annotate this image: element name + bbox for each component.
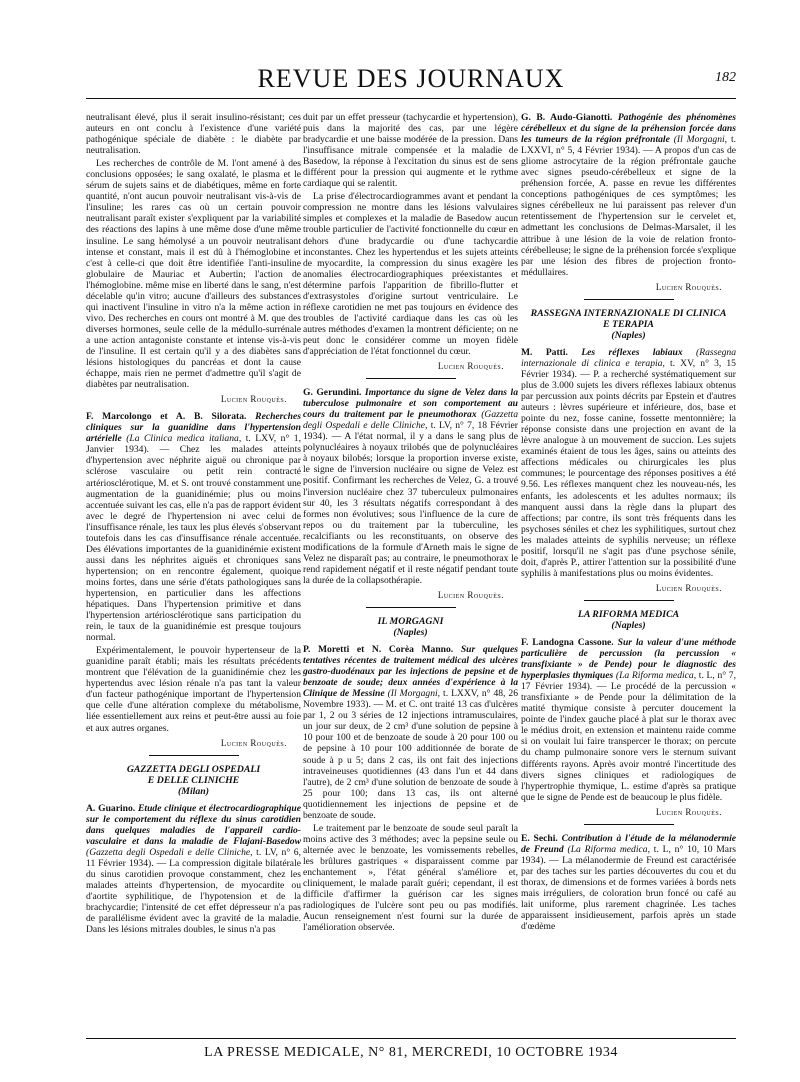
journal-city: (Naples)	[611, 619, 646, 631]
article-source: (La Clinica medica italiana,	[126, 433, 242, 445]
article-entry	[521, 833, 736, 932]
journal-heading: LA RIFORMA MEDICA	[577, 608, 680, 620]
page-title: REVUE DES JOURNAUX	[257, 64, 565, 93]
article-author: G. Gerundini.	[303, 387, 362, 399]
signature: Lucien Rouquès.	[655, 582, 722, 593]
article-title: Importance du signe de Velez dans la tuberculose pulmonaire et son comportement au cours du traitement par le pneumothorax	[303, 387, 518, 421]
signature: Lucien Rouquès.	[437, 361, 504, 372]
paragraph: Les recherches de contrôle de M. l'ont amené à des conclusions opposées; le sang oxalaté, le plasma et le sérum de sujets sains et de diabétiques, même en forte quantité, n'ont aucun pouvoir neutralisant vis-à-vis de l'insuline; les rares cas où un certain pouvoir neutralisant paraît exister s'expliquent par la variabilité des réactions des lapins à une même dose d'une même insuline. Le sang hémolysé a un pouvoir neutralisant intense et constant, mais il est dû à l'hémoglobine et c'est à celle-ci que doit être identifiée l'anti-insuline globulaire de Mauriac et Aubertin; l'action de l'hémoglobine. même mise en liberté dans le sang, n'est décelable qu'in vitro; aucune d'ailleurs des substances qui inactivent l'insuline in vitro n'a la même action in vivo. Des recherches en cours ont montré à M. que des diverses hormones, seule celle de la médullo-surrénale a une action antagoniste constante et intense vis-à-vis de l'insuline. Il est certain qu'il y a des diabètes sans lésions histologiques du pancréas et dont la cause échappe, mais rien ne permet d'admettre qu'il s'agit de diabètes par neutralisation.	[86, 158, 301, 391]
article-entry	[521, 112, 736, 278]
article-reference: t. L, n° 10, 10 Mars 1934).	[521, 843, 736, 866]
article-source: (Il Morgagni,	[673, 134, 728, 146]
signature: Lucien Rouquès.	[655, 806, 722, 817]
article-author: P. Moretti et N. Corèa Manno.	[303, 644, 454, 656]
article-source: (Il Morgagni,	[387, 688, 441, 700]
article-reference: t. L, n° 7, 17 Février 1934).	[521, 670, 736, 693]
article-source: (La Riforma medica,	[567, 843, 650, 855]
signature: Lucien Rouquès.	[220, 737, 287, 748]
signature: Lucien Rouquès.	[437, 589, 504, 600]
page-header	[86, 64, 736, 99]
column-2	[303, 112, 518, 935]
article-title: Etude clinique et électrocardiographique sur le comportement du réflexe du sinus carotidien dans quelques maladies de l'appareil cardio-vasculaire et dans la maladie de Flajani-Basedow	[86, 802, 301, 847]
paragraph: Le traitement par le benzoate de soude seul paraît la moins active des 3 méthodes; avec la pepsine seule ou alternée avec le benzoate, les vomissements rebelles, les brûlures gastriques « disparaissent comme par enchantement », l'état général s'améliore et, cliniquement, le malade paraît guéri; cependant, il est difficile d'affirmer la guérison car les signes radiologiques de l'ulcère sont peu ou pas modifiés. Aucun renseignement n'est fourni sur la durée de l'amélioration observée.	[303, 822, 518, 934]
article-reference: t. LXV, n° 1, Janvier 1934).	[86, 433, 301, 456]
article-body: — Chez les malades atteints d'hypertension avec néphrite aiguë ou chronique par sclérose vasculaire ou petit rein contracté artériosclérotique, M. et S. ont trouvé constamment une augmentation de la guanidinémie; plus ou moins accentuée suivant les cas, elle n'a pas de rapport évident avec le degré de l'hypertension ni avec celui de l'insuffisance rénale, les taux les plus élevés s'observant toutefois dans les cas d'insuffisance rénale accentuée. Des élévations importantes de la guanidinémie existent aussi dans les néphrites aiguës et chroniques sans hypertension; on en rencontre également, quoique moins fortes, dans une série d'états pathologiques sans hypertension, en particulier dans les affections hépatiques. Dans l'hypertension primitive et dans l'hypertension artériosclérotique sans participation du rein, le taux de la guanidinémie est presque toujours normal.	[86, 444, 302, 644]
paragraph: La prise d'électrocardiogrammes avant et pendant la compression ne montre dans les lésions valvulaires simples et complexes et la maladie de Basedow aucun trouble particulier de l'activité fonctionnelle du cœur en dehors d'une bradycardie ou d'une tachycardie inconstantes. Chez les hypertendus et les sujets atteints de myocardite, la compression du sinus exagère les anomalies électrocardiographiques préexistantes et détermine parfois l'apparition de fibrillo-flutter et d'extrasystoles d'origine surtout ventriculaire. Le réflexe carotidien ne met pas toujours en évidence des troubles de l'activité cardiaque dans les cas où les autres méthodes d'examen la montrent déficiente; on ne peut donc le considérer comme un moyen fidèle d'appréciation de l'état fonctionnel du cœur.	[303, 191, 518, 357]
journal-city: (Milan)	[177, 785, 210, 797]
article-body: — P. a recherché systématiquement sur plus de 3.000 sujets les divers réflexes labiaux obtenus par percussion aux points décrits par Epstein et d'autres auteurs : lèvres supérieure et inférieure, dos, base et pointe du nez, fosse canine, fossette mentonnière; la réponse consiste dans une projection en avant de la lèvre analogue à un mouvement de succion. Les sujets examinés étaient de tous les âges, sains ou atteints des affections médicales ou chirurgicales les plus communes; le pourcentage des réponses positives a été 9.56. Les réflexes manquent chez les nouveau-nés, les enfants, les adolescents et les adultes normaux; ils manquent aussi dans la règle dans la plupart des affections; par contre, ils sont très fréquents dans les psychoses séniles et chez les syphilitiques, surtout chez les malades atteints de syphilis nerveuse; un réflexe positif, lorsqu'il ne s'agit pas d'une psychose sénile, doit, d'après P., attirer l'attention sur la possibilité d'une syphilis à manifestations plus ou moins évidentes.	[521, 368, 736, 579]
article-entry	[303, 644, 518, 821]
divider	[584, 824, 674, 825]
journal-heading-line2: E DELLE CLINICHE	[147, 774, 240, 786]
footer-text: LA PRESSE MEDICALE, N° 81, MERCREDI, 10 OCTOBRE 1934	[204, 1045, 618, 1060]
article-body: — Le procédé de la percussion « transfixiante » de Pende pour la délimitation de la matité thymique consiste à percuter doucement la pointe de l'index gauche placé à plat sur le thorax avec le médius droit, en extension et maintenu raide comme si on voulait lui faire transpercer le thorax; on percute du champ pulmonaire sonore vers le sternum suivant différents rayons. Après avoir montré l'incertitude des divers signes cliniques et radiologiques de l'hypertrophie thymique, L. estime d'après sa pratique que le signe de Pende est de beaucoup le plus fidèle.	[521, 681, 736, 803]
journal-heading: IL MORGAGNI	[377, 615, 444, 627]
article-source: (Rassegna internazionale di clinica e terapia,	[521, 346, 736, 369]
divider	[366, 607, 456, 608]
paragraph: Expérimentalement, le pouvoir hypertenseur de la guanidine paraît établi; mais les résultats précédents montrent que l'élévation de la guanidinémie chez les hypertendus avec lésion rénale n'a pas tant la valeur d'un facteur pathogénique important de l'hypertension que celle d'une altération complexe du métabolisme, liée essentiellement aux reins et peut-être aussi au foie et aux autres organes.	[86, 645, 301, 734]
column-3	[521, 112, 736, 934]
divider	[584, 299, 674, 300]
signature: Lucien Rouquès.	[220, 394, 287, 405]
journal-city: (Naples)	[611, 329, 646, 341]
article-body: — La compression digitale bilatérale du sinus carotidien provoque constamment, chez les malades atteints d'hypertension, de myocardite ou d'aortite syphilitique, de l'hypotension et de la brachycardie; l'intensité de cet effet dépresseur n'a pas de parallélisme évident avec la gravité de la maladie. Dans les lésions mitrales doubles, le sinus n'a pas	[86, 858, 301, 936]
article-title: Pathogénie des phénomènes cérébelleux et du signe de la préhension forcée dans les tumeurs de la région préfrontale	[521, 112, 736, 146]
article-entry	[521, 347, 736, 579]
page-footer	[86, 1038, 736, 1061]
article-body: — A l'état normal, il y a dans le sang plus de polynucléaires à noyaux trilobés que de polynucléaires à noyaux bilobés; lorsque la proportion inverse existe, le signe de l'inversion nucléaire ou signe de Velez est positif. Confirmant les recherches de Velez, G. a trouvé l'inversion nucléaire chez 37 tuberculeux pulmonaires sur 40, les 3 résultats négatifs correspondant à des formes non évolutives; sous l'influence de la cure de repos ou du traitement par la tuberculine, les recalcifiants ou les reconstituants, on observe des modifications de la formule d'Arneth mais le signe de Velez ne disparaît pas; au contraire, le pneumothorax le rend rapidement négatif et il reste négatif pendant toute la durée de la collapsothérapie.	[303, 431, 518, 586]
article-body: — A propos d'un cas de gliome astrocytaire de la région préfrontale gauche avec signes pseudo-cérébelleux et signe de la préhension forcée, A. passe en revue les différentes conceptions pathogéniques de ces symptômes; les signes cérébelleux ne lui paraissent pas relever d'un retentissement de l'hypertension sur le cervelet et, admettant les conclusions de Delmas-Marsalet, il les attribue à une lésion de la voie de relation fronto-cérébelleuse; le signe de la préhension forcée s'explique par une lésion des fibres de projection fronto-médullaires.	[521, 145, 737, 278]
article-entry	[86, 411, 301, 643]
signature: Lucien Rouquès.	[655, 281, 722, 292]
journal-heading-line2: E TERAPIA	[603, 318, 654, 330]
article-source: (Gazzetta degli Ospedali e delle Cliniche,	[86, 846, 253, 858]
article-title: Sur la valeur d'une méthode particulière de percussion (la percussion « transfixiante » de Pende) pour le diagnostic des hyperplasies thymiques	[521, 637, 737, 682]
article-title: Contribution à l'étude de la mélanodermie de Freund	[521, 832, 736, 855]
paragraph: duit par un effet presseur (tachycardie et hypertension), puis dans la majorité des cas, par une légère bradycardie et une baisse modérée de la pression. Dans l'insuffisance mitrale compensée et la maladie de Basedow, la réponse à l'excitation du sinus est de sens différent pour la pression qui augmente et le rythme cardiaque qui se ralentit.	[303, 112, 518, 190]
article-body: — La mélanodermie de Freund est caractérisée par des taches sur les parties découvertes du cou et du thorax, de dimensions et de formes variées à bords nets mais irréguliers, de coloration brun foncé ou café au lait uniforme, plus rarement chagrinée. Les taches apparaissent insidieusement, parfois après un stade d'œdème	[521, 854, 736, 933]
article-body: — M. et C. ont traité 13 cas d'ulcères par 1, 2 ou 3 séries de 12 injections intramusculaires, un jour sur deux, de 2 cm³ d'une solution de pepsine à 10 pour 100 et de benzoate de soude à 20 pour 100 ou de pepsine à 10 pour 100 additionnée de borate de soude à p u 5; dans 2 cas, ils ont fait des injections intraveineuses quotidiennes (43 dans l'un et 44 dans l'autre), de 2 cm³ d'une solution de benzoate de soude à 25 pour 100; dans 13 cas, ils ont alterné quotidiennement les injections de pepsine et de benzoate de soude.	[303, 699, 519, 821]
journal-heading: GAZZETTA DEGLI OSPEDALI	[126, 763, 261, 775]
article-entry	[86, 803, 301, 936]
article-reference: t. LV, n° 6, 11 Février 1934).	[86, 846, 301, 869]
article-title: Recherches cliniques sur la guanidine dans l'hypertension artérielle	[86, 411, 301, 445]
paragraph: neutralisant élevé, plus il serait insulino-résistant; ces auteurs en ont conclu à l'existence d'une variété pathogénique spéciale de diabète : le diabète par neutralisation.	[86, 112, 301, 157]
journal-city: (Naples)	[393, 627, 428, 639]
article-title: Les réflexes labiaux	[581, 346, 683, 358]
divider	[149, 755, 239, 756]
column-1	[86, 112, 301, 937]
article-title: Sur quelques tentatives récentes de traitement médical des ulcères gastro-duodénaux par les injections de pepsine et de benzoate de soude; deux années d'expérience à la Clinique de Messine	[303, 644, 519, 700]
article-author: M. Patti.	[521, 346, 568, 358]
article-author: G. B. Audo-Gianotti.	[521, 112, 613, 123]
article-author: A. Guarino.	[86, 802, 136, 814]
article-author: F. Marcolongo et A. B. Silorata.	[86, 411, 247, 423]
divider	[584, 600, 674, 601]
article-reference: t. LXXV, n° 48, 26 Novembre 1933).	[303, 688, 518, 711]
article-entry	[303, 387, 518, 586]
article-author: F. Landogna Cassone.	[521, 637, 614, 649]
article-reference: t. XV, n° 3, 15 Février 1934).	[521, 357, 736, 380]
divider	[366, 378, 456, 379]
journal-heading: RASSEGNA INTERNAZIONALE DI CLINICA	[530, 307, 727, 319]
article-entry	[521, 637, 736, 803]
article-source: (La Riforma medica,	[615, 670, 697, 682]
article-reference: t. LXXVI, n° 5, 4 Février 1934).	[521, 134, 737, 157]
article-source: (Gazzetta degli Ospedali e delle Cliniche,	[303, 409, 518, 432]
article-author: E. Sechi.	[521, 832, 558, 844]
page-number: 182	[715, 70, 736, 85]
article-reference: t. LV, n° 7, 18 Février 1934).	[303, 420, 518, 443]
